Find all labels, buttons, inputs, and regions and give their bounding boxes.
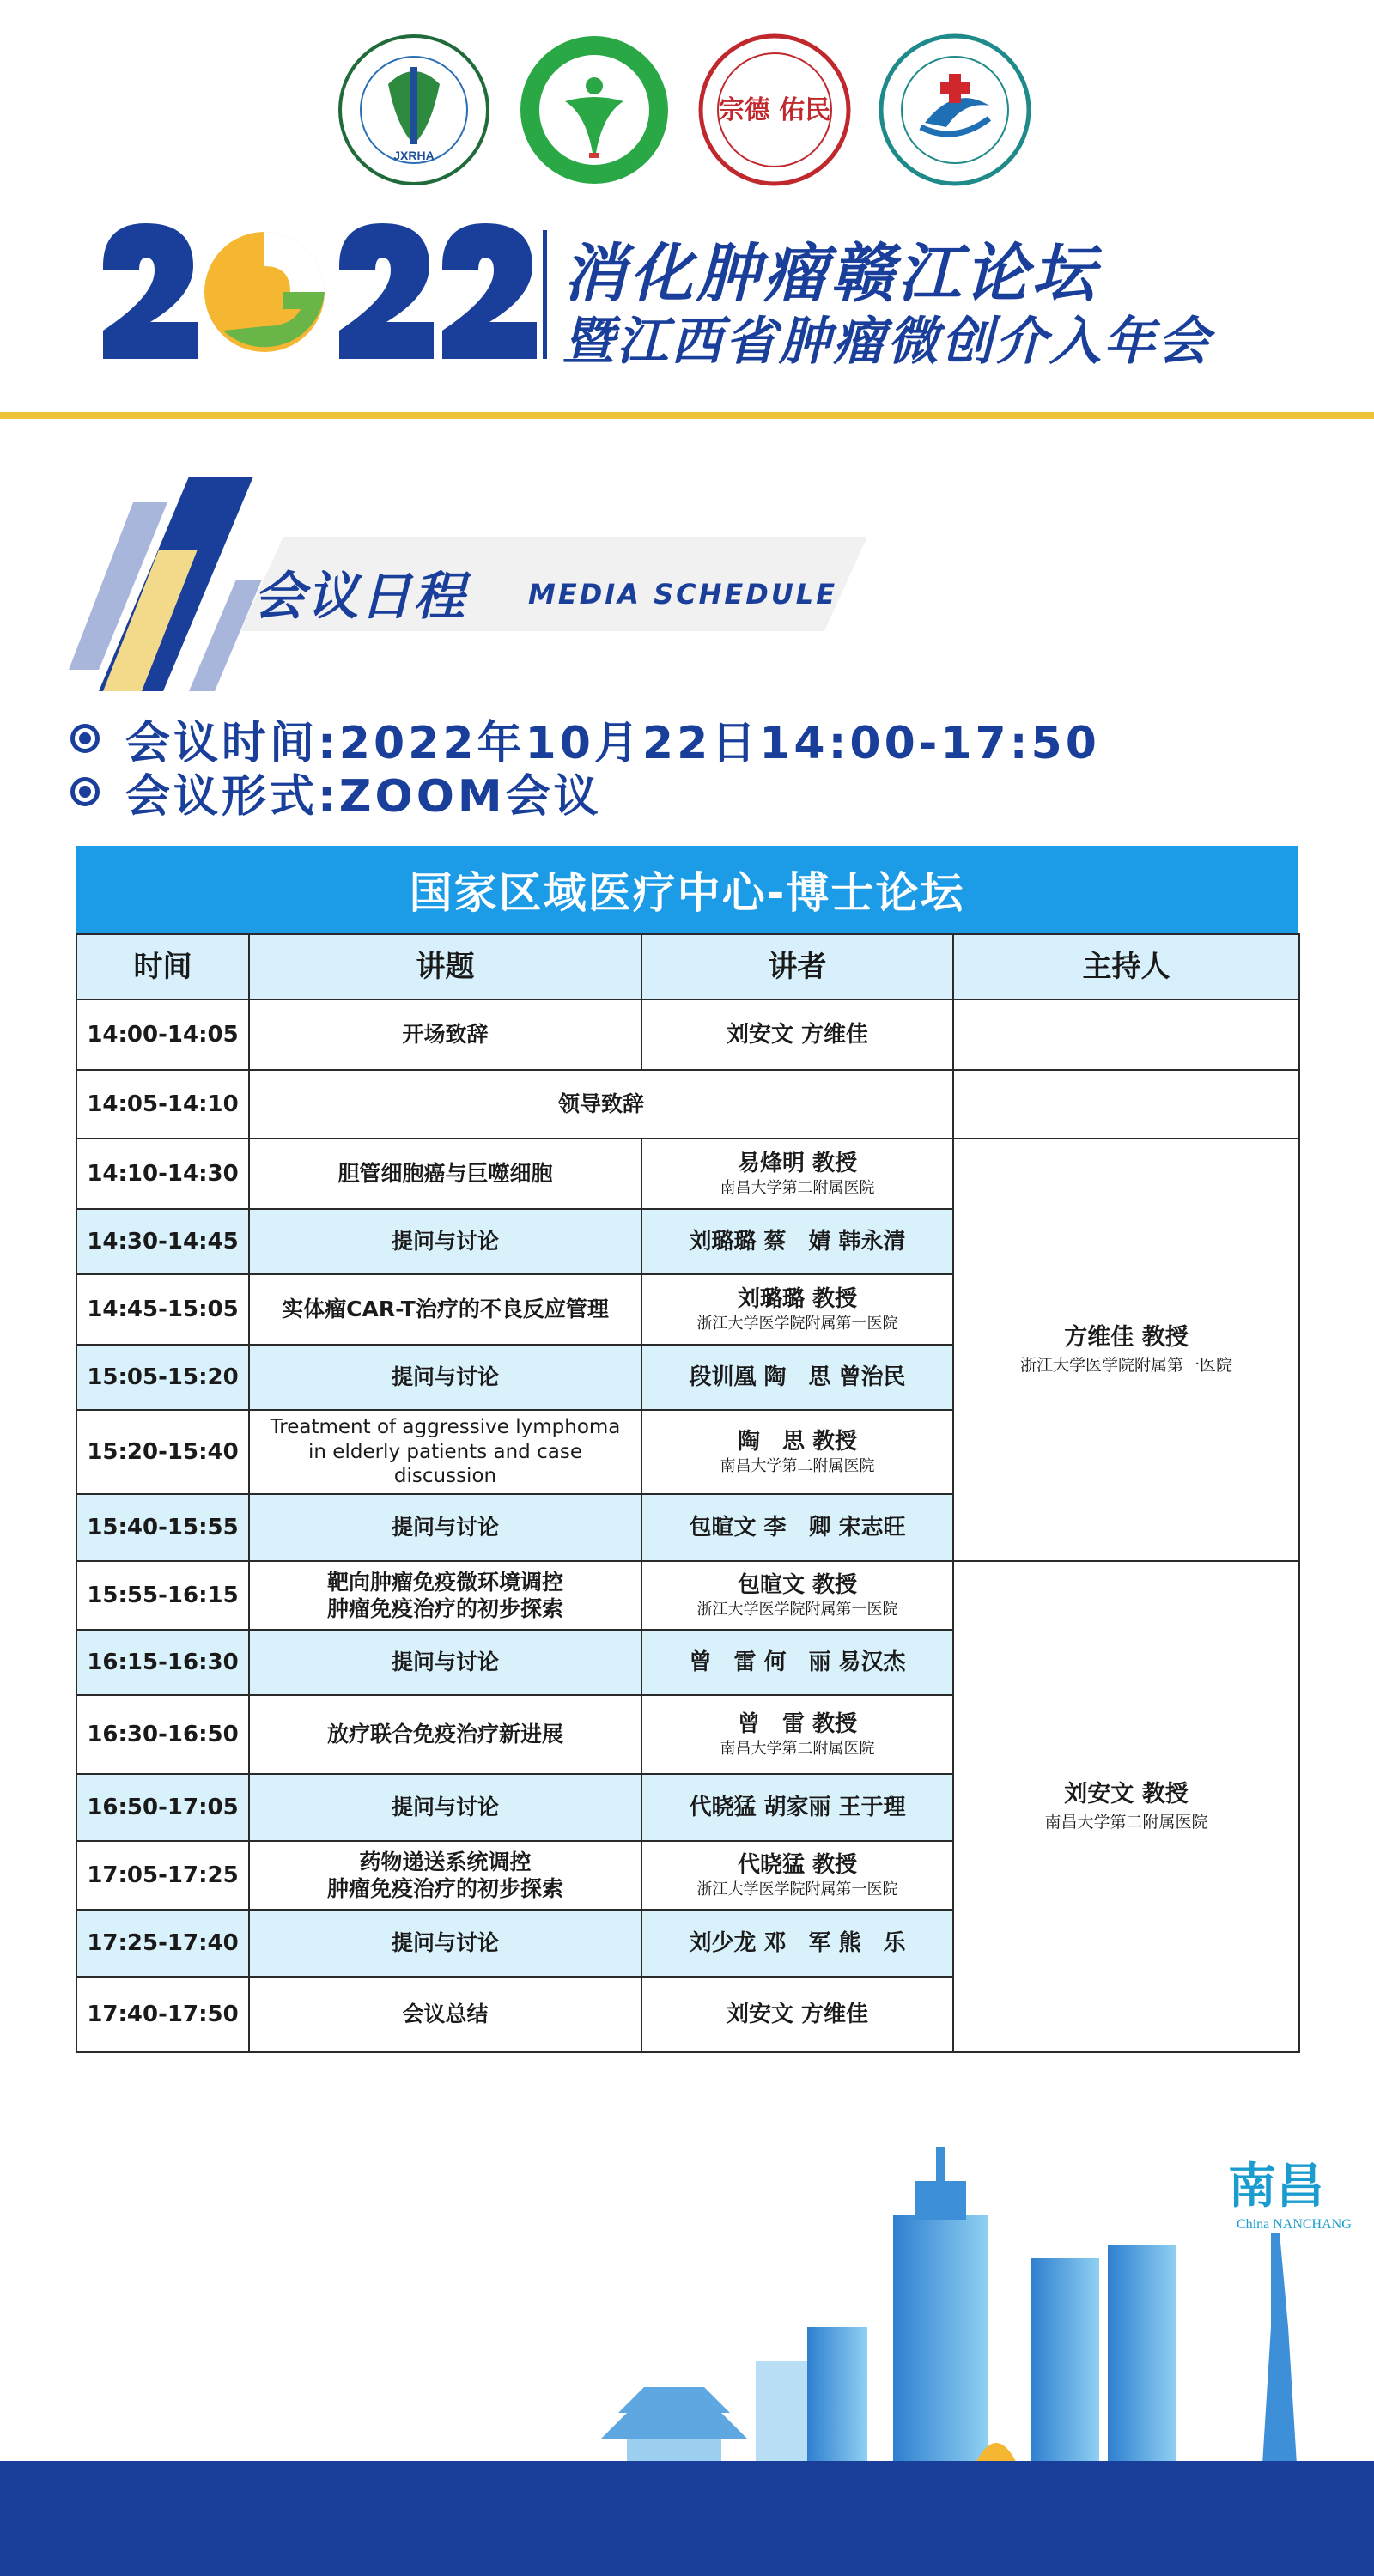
topic-line-1: 药物递送系统调控 [359,1849,532,1874]
speaker-name: 刘璐璐 教授 [737,1285,858,1312]
speaker-affiliation: 南昌大学第二附属医院 [720,1740,875,1758]
host-cell-empty [953,1070,1299,1139]
row-topic: 实体瘤CAR-T治疗的不良反应管理 [249,1274,641,1345]
host-name: 方维佳 教授 [1064,1324,1189,1352]
row-time: 15:20-15:40 [76,1410,249,1494]
header-host: 主持人 [953,934,1299,999]
host-cell-empty [953,999,1299,1070]
row-speaker [641,1410,953,1494]
row-topic: 提问与讨论 [249,1630,641,1695]
row-speaker: 包暄文 李 卿 宋志旺 [641,1494,953,1561]
row-time: 17:40-17:50 [76,1977,249,2052]
row-time: 14:00-14:05 [76,999,249,1070]
host-affiliation: 浙江大学医学院附属第一医院 [1019,1356,1232,1375]
row-time: 15:55-16:15 [76,1561,249,1630]
row-speaker: 刘安文 方维佳 [641,1977,953,2052]
row-speaker [641,1695,953,1774]
row-time: 16:50-17:05 [76,1774,249,1841]
row-speaker: 段训凰 陶 思 曾治民 [641,1345,953,1410]
table-row [76,999,1299,1070]
row-time: 17:25-17:40 [76,1910,249,1977]
row-topic: 放疗联合免疫治疗新进展 [249,1695,641,1774]
host-cell [953,1561,1299,2052]
schedule-table [76,846,1298,2053]
row-time: 14:10-14:30 [76,1139,249,1209]
speaker-name: 代晓猛 教授 [737,1851,858,1878]
row-topic: 领导致辞 [249,1070,953,1139]
row-topic: 开场致辞 [249,999,641,1070]
topic-line-1: Treatment of aggressive lymphoma [270,1415,621,1438]
host-cell [953,1139,1299,1561]
row-time: 17:05-17:25 [76,1841,249,1910]
title-sub: 暨江西省肿瘤微创介入年会 [562,312,1212,372]
topic-line-2: 肿瘤免疫治疗的初步探索 [326,1596,563,1621]
table-title: 国家区域医疗中心-博士论坛 [76,846,1298,933]
speaker-affiliation: 南昌大学第二附属医院 [720,1457,875,1475]
row-time: 16:15-16:30 [76,1630,249,1695]
row-topic [249,1561,641,1630]
row-topic: 提问与讨论 [249,1910,641,1977]
speaker-affiliation: 南昌大学第二附属医院 [720,1179,875,1197]
speaker-name: 陶 思 教授 [737,1428,858,1455]
topic-line-1: 靶向肿瘤免疫微环境调控 [326,1569,563,1595]
row-topic: 提问与讨论 [249,1345,641,1410]
meeting-time [70,713,1100,769]
row-speaker [641,1561,953,1630]
event-title [94,215,1314,372]
row-topic: 胆管细胞癌与巨噬细胞 [249,1139,641,1209]
row-speaker: 刘安文 方维佳 [641,999,953,1070]
row-speaker [641,1274,953,1345]
row-time: 14:05-14:10 [76,1070,249,1139]
speaker-affiliation: 浙江大学医学院附属第一医院 [696,1601,898,1619]
hospital-seal-logo [697,33,852,187]
row-speaker: 代晓猛 胡家丽 王于理 [641,1774,953,1841]
city-mark: 南昌 [1228,2158,1324,2215]
logo-row [0,33,1374,187]
year-text: 2022 [94,215,97,216]
row-topic: 提问与讨论 [249,1774,641,1841]
banner-subtitle: MEDIA SCHEDULE [528,578,838,611]
topic-line-2: 肿瘤免疫治疗的初步探索 [326,1876,563,1901]
row-topic: 会议总结 [249,1977,641,2052]
row-topic: 提问与讨论 [249,1494,641,1561]
row-speaker: 刘少龙 邓 军 熊 乐 [641,1910,953,1977]
bullet-icon [70,724,100,753]
row-topic [249,1841,641,1910]
meeting-format-text: 会议形式:ZOOM会议 [125,770,602,823]
row-speaker [641,1139,953,1209]
header-divider [0,412,1374,419]
row-time: 16:30-16:50 [76,1695,249,1774]
bullet-icon [70,777,100,806]
title-main: 消化肿瘤赣江论坛 [562,237,1098,311]
schedule-banner [69,477,885,691]
speaker-name: 包暄文 教授 [737,1571,858,1598]
header-speaker: 讲者 [641,934,953,999]
year-logo [94,215,541,369]
speaker-name: 曾 雷 教授 [737,1710,858,1737]
row-topic [249,1410,641,1494]
second-affiliated-hospital-logo [878,33,1032,187]
association-logo [337,33,491,187]
speaker-name: 易烽明 教授 [737,1150,858,1176]
speaker-affiliation: 浙江大学医学院附属第一医院 [696,1880,898,1899]
banner-title: 会议日程 [253,567,466,627]
speaker-affiliation: 浙江大学医学院附属第一医院 [696,1315,898,1333]
title-divider [543,230,547,359]
row-speaker: 刘璐璐 蔡 婧 韩永清 [641,1209,953,1274]
host-affiliation: 南昌大学第二附属医院 [1044,1813,1208,1832]
table-row [76,1561,1299,1630]
header-time: 时间 [76,934,249,999]
schedule-grid [76,933,1300,2053]
table-row [76,1139,1299,1209]
meeting-time-text: 会议时间:2022年10月22日14:00-17:50 [125,717,1100,769]
header-topic: 讲题 [249,934,641,999]
row-speaker [641,1841,953,1910]
row-speaker: 曾 雷 何 丽 易汉杰 [641,1630,953,1695]
city-skyline-illustration [0,2104,1374,2576]
anticancer-association-logo [517,33,672,187]
row-topic: 提问与讨论 [249,1209,641,1274]
meeting-format [70,766,602,823]
host-name: 刘安文 教授 [1064,1781,1189,1808]
city-mark-en: China NANCHANG [1237,2217,1352,2232]
association-logo-text: JXRHA [393,149,435,162]
row-time: 14:45-15:05 [76,1274,249,1345]
row-time: 15:05-15:20 [76,1345,249,1410]
hospital-seal-text: 宗德 佑民 [718,95,831,125]
row-time: 14:30-14:45 [76,1209,249,1274]
topic-line-2: in elderly patients and case discussion [308,1440,582,1488]
row-time: 15:40-15:55 [76,1494,249,1561]
table-row [76,1070,1299,1139]
